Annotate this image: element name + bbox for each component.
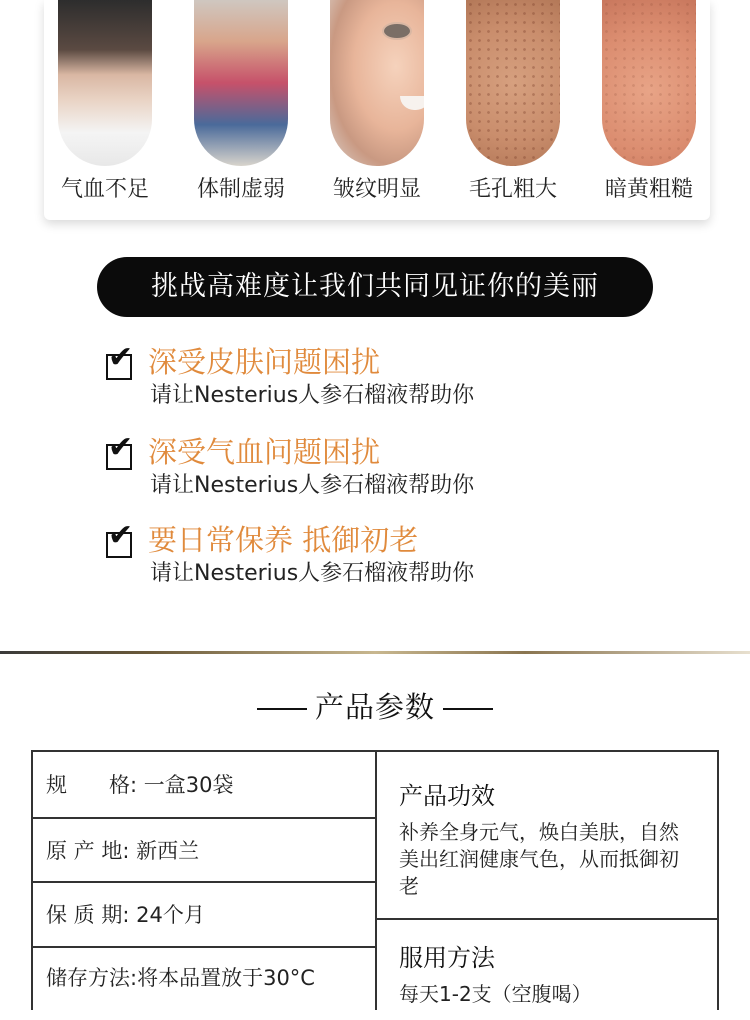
mouth-detail (400, 96, 424, 110)
section-title-text: 产品参数 (314, 690, 435, 724)
section-divider (0, 651, 750, 654)
checklist-sub: 请让Nesterius人参石榴液帮助你 (150, 561, 475, 586)
params-table (31, 750, 719, 1010)
efficacy-title: 产品功效 (399, 782, 495, 810)
section-title (0, 685, 750, 726)
problem-label: 皱纹明显 (332, 177, 421, 202)
param-row (33, 948, 375, 1012)
params-left-column (33, 752, 377, 1010)
checkmark-icon: ✔ (108, 340, 134, 375)
checkmark-icon: ✔ (108, 518, 134, 553)
photo-rough-skin (602, 0, 696, 166)
param-key: 储存方法: (46, 966, 138, 990)
problem-label: 毛孔粗大 (468, 177, 557, 202)
param-key: 原 产 地: (46, 839, 130, 863)
param-value: 一盒30袋 (143, 773, 234, 797)
param-value: 新西兰 (136, 839, 200, 863)
eye-detail (382, 22, 412, 40)
param-value: 将本品置放于30°C (137, 966, 315, 990)
param-row (33, 752, 375, 819)
problem-label: 体制虚弱 (196, 177, 285, 202)
checkmark-icon: ✔ (108, 430, 134, 465)
param-row (33, 883, 375, 948)
title-dash-left (257, 708, 307, 710)
title-dash-right (443, 708, 493, 710)
photo-large-pores (466, 0, 560, 166)
photo-tired-woman (58, 0, 152, 166)
param-key: 规 格: (46, 773, 138, 797)
usage-block (377, 920, 717, 1020)
problems-card (44, 0, 710, 220)
usage-body: 每天1-2支（空腹喝） (399, 982, 592, 1006)
param-row (33, 819, 375, 883)
checklist-title: 深受气血问题困扰 (148, 435, 381, 469)
checklist-title: 要日常保养 抵御初老 (148, 523, 419, 557)
checklist-sub: 请让Nesterius人参石榴液帮助你 (150, 383, 475, 408)
params-right-column (377, 752, 717, 1010)
photo-weak-woman (194, 0, 288, 166)
param-key: 保 质 期: (46, 903, 130, 927)
usage-title: 服用方法 (399, 944, 495, 972)
efficacy-body: 补养全身元气，焕白美肤，自然美出红润健康气色，从而抵御初老 (399, 820, 679, 898)
checklist-title: 深受皮肤问题困扰 (148, 345, 381, 379)
problem-label: 暗黄粗糙 (604, 177, 693, 202)
photo-wrinkled-face (330, 0, 424, 166)
checklist-sub: 请让Nesterius人参石榴液帮助你 (150, 473, 475, 498)
challenge-banner: 挑战高难度让我们共同见证你的美丽 (97, 257, 653, 317)
param-value: 24个月 (136, 903, 205, 927)
problem-label: 气血不足 (60, 177, 149, 202)
efficacy-block (377, 752, 717, 920)
